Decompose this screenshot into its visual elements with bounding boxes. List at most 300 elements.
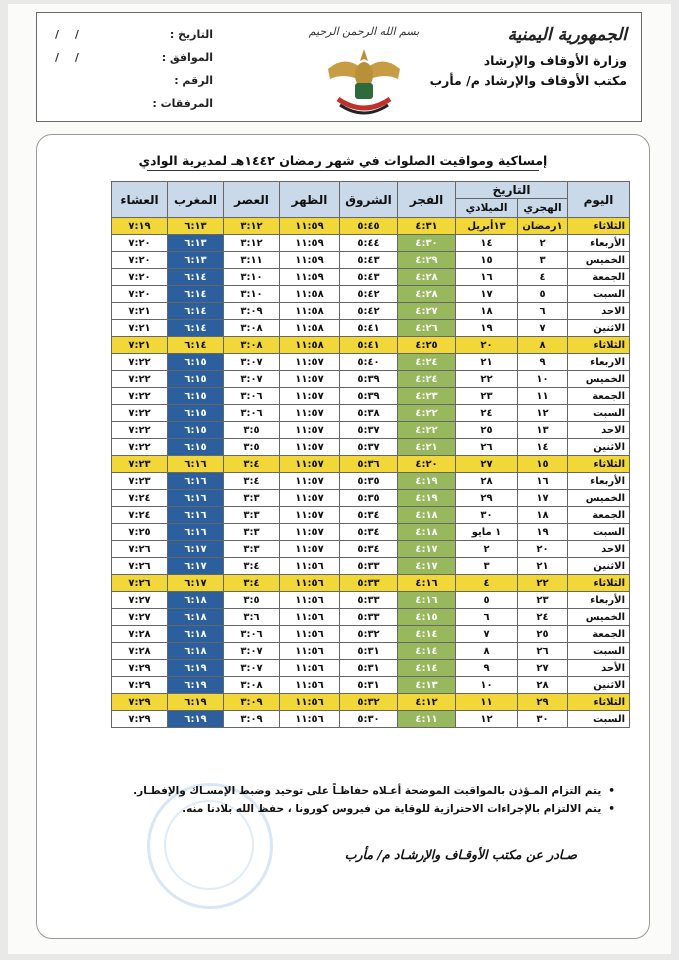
table-row [62, 439, 630, 456]
table-row [62, 711, 630, 728]
row-sunrise-time: ٥:٤٣ [340, 252, 398, 269]
row-sunrise-time: ٥:٣٣ [340, 558, 398, 575]
row-asr-time: ٣:٠٧ [224, 354, 280, 371]
row-isha-time: ٧:٢٢ [112, 371, 168, 388]
row-day: السبت [568, 643, 630, 660]
row-isha-time: ٧:٢٢ [112, 422, 168, 439]
row-hijri-date: ٢٤ [518, 609, 568, 626]
row-dhuhr-time: ١١:٥٧ [280, 456, 340, 473]
row-hijri-date: ٢١ [518, 558, 568, 575]
row-hijri-date: ٢٩ [518, 694, 568, 711]
row-maghrib-time: ٦:١٣ [168, 218, 224, 235]
table-row [62, 235, 630, 252]
row-sunrise-time: ٥:٣٥ [340, 473, 398, 490]
row-maghrib-time: ٦:١٨ [168, 609, 224, 626]
row-hijri-date: ٣ [518, 252, 568, 269]
row-sunrise-time: ٥:٣٥ [340, 490, 398, 507]
row-day: الاثنين [568, 439, 630, 456]
row-maghrib-time: ٦:١٥ [168, 371, 224, 388]
ministry-name: وزارة الأوقاف والإرشاد [483, 53, 627, 68]
table-row [62, 405, 630, 422]
row-fajr-time: ٤:٢٣ [398, 388, 456, 405]
row-fajr-time: ٤:٢٢ [398, 405, 456, 422]
row-fajr-time: ٤:٢٩ [398, 252, 456, 269]
row-fajr-time: ٤:١٤ [398, 660, 456, 677]
col-header-asr: العصر [224, 182, 280, 218]
row-asr-time: ٣:٠٦ [224, 388, 280, 405]
notes [75, 785, 615, 821]
col-header-gregorian: الميلادي [456, 199, 518, 218]
row-day: السبت [568, 405, 630, 422]
row-day: الجمعة [568, 388, 630, 405]
note-item: • يتم الالتزام بالإجراءات الاحترازية للوقاية من فيروس كورونا ، حفظ الله بلادنا منه. [75, 803, 615, 815]
row-isha-time: ٧:٢٢ [112, 388, 168, 405]
row-hijri-date: ٢٢ [518, 575, 568, 592]
row-asr-time: ٣:٣ [224, 490, 280, 507]
row-dhuhr-time: ١١:٥٧ [280, 507, 340, 524]
row-fajr-time: ٤:١٤ [398, 643, 456, 660]
row-day: الخميس [568, 609, 630, 626]
row-fajr-time: ٤:١١ [398, 711, 456, 728]
row-asr-time: ٣:٣ [224, 524, 280, 541]
row-fajr-time: ٤:١٣ [398, 677, 456, 694]
row-sunrise-time: ٥:٣٤ [340, 541, 398, 558]
table-body [62, 218, 630, 728]
row-maghrib-time: ٦:١٣ [168, 252, 224, 269]
row-gregorian-date: ١٨ [456, 303, 518, 320]
row-isha-time: ٧:٢٩ [112, 660, 168, 677]
corresponding-date-value: / / [55, 51, 85, 64]
row-hijri-date: ١٦ [518, 473, 568, 490]
row-maghrib-time: ٦:١٧ [168, 541, 224, 558]
row-maghrib-time: ٦:١٣ [168, 235, 224, 252]
row-sunrise-time: ٥:٣٨ [340, 405, 398, 422]
row-isha-time: ٧:٢٥ [112, 524, 168, 541]
row-hijri-date: ١٠ [518, 371, 568, 388]
table-row [62, 337, 630, 354]
table-row [62, 609, 630, 626]
row-maghrib-time: ٦:١٨ [168, 626, 224, 643]
row-dhuhr-time: ١١:٥٧ [280, 388, 340, 405]
attachments-field [55, 92, 213, 115]
col-header-sunrise: الشروق [340, 182, 398, 218]
row-asr-time: ٣:٤ [224, 456, 280, 473]
row-asr-time: ٣:٣ [224, 541, 280, 558]
row-sunrise-time: ٥:٤٣ [340, 269, 398, 286]
office-name: مكتب الأوقاف والإرشاد م/ مأرب [429, 73, 627, 88]
row-fajr-time: ٤:١٦ [398, 592, 456, 609]
col-header-maghrib: المغرب [168, 182, 224, 218]
row-day: الاثنين [568, 558, 630, 575]
row-isha-time: ٧:٢٨ [112, 626, 168, 643]
row-asr-time: ٣:١١ [224, 252, 280, 269]
row-asr-time: ٣:٤ [224, 473, 280, 490]
row-maghrib-time: ٦:١٨ [168, 643, 224, 660]
row-asr-time: ٣:٠٩ [224, 694, 280, 711]
table-row [62, 218, 630, 235]
attachments-label: المرفقات : [152, 97, 213, 110]
row-fajr-time: ٤:١٨ [398, 524, 456, 541]
row-maghrib-time: ٦:١٤ [168, 337, 224, 354]
row-maghrib-time: ٦:١٦ [168, 507, 224, 524]
row-isha-time: ٧:٢١ [112, 337, 168, 354]
col-header-fajr: الفجر [398, 182, 456, 218]
row-fajr-time: ٤:٢٦ [398, 320, 456, 337]
row-dhuhr-time: ١١:٥٨ [280, 286, 340, 303]
row-sunrise-time: ٥:٣٢ [340, 626, 398, 643]
reference-number-field [55, 69, 213, 92]
row-gregorian-date: ١١ [456, 694, 518, 711]
row-dhuhr-time: ١١:٥٧ [280, 422, 340, 439]
row-hijri-date: ١٤ [518, 439, 568, 456]
row-day: الثلاثاء [568, 218, 630, 235]
table-row [62, 252, 630, 269]
row-isha-time: ٧:٢٢ [112, 405, 168, 422]
row-fajr-time: ٤:٢٧ [398, 303, 456, 320]
row-fajr-time: ٤:١٨ [398, 507, 456, 524]
row-maghrib-time: ٦:١٤ [168, 320, 224, 337]
row-dhuhr-time: ١١:٥٧ [280, 490, 340, 507]
table-row [62, 422, 630, 439]
row-hijri-date: ٧ [518, 320, 568, 337]
prayer-times-table [61, 181, 630, 728]
row-maghrib-time: ٦:١٩ [168, 711, 224, 728]
row-gregorian-date: ١٩ [456, 320, 518, 337]
table-row [62, 303, 630, 320]
row-isha-time: ٧:٢٣ [112, 456, 168, 473]
row-asr-time: ٣:٠٧ [224, 643, 280, 660]
row-asr-time: ٣:١٢ [224, 235, 280, 252]
row-isha-time: ٧:٢٩ [112, 694, 168, 711]
row-dhuhr-time: ١١:٥٦ [280, 694, 340, 711]
note-item: • يتم التزام المـؤذن بالمواقيت الموضحة أعـلاه حفاظـاً على توحيد وضبط الإمسـاك والإفطـار. [75, 785, 615, 797]
row-fajr-time: ٤:٢٤ [398, 371, 456, 388]
row-maghrib-time: ٦:١٥ [168, 388, 224, 405]
row-dhuhr-time: ١١:٥٦ [280, 660, 340, 677]
row-maghrib-time: ٦:١٦ [168, 524, 224, 541]
row-sunrise-time: ٥:٣٢ [340, 694, 398, 711]
row-maghrib-time: ٦:١٦ [168, 456, 224, 473]
row-fajr-time: ٤:١٢ [398, 694, 456, 711]
row-gregorian-date: ٣٠ [456, 507, 518, 524]
row-fajr-time: ٤:١٧ [398, 558, 456, 575]
row-day: الأحد [568, 660, 630, 677]
row-isha-time: ٧:٢٤ [112, 490, 168, 507]
date-label: التاريخ : [169, 28, 213, 41]
row-isha-time: ٧:٢٠ [112, 235, 168, 252]
row-dhuhr-time: ١١:٥٦ [280, 592, 340, 609]
row-hijri-date: ٩ [518, 354, 568, 371]
row-day: الثلاثاء [568, 575, 630, 592]
row-day: السبت [568, 524, 630, 541]
row-hijri-date: ١٩ [518, 524, 568, 541]
row-dhuhr-time: ١١:٥٧ [280, 371, 340, 388]
government-name: الجمهورية اليمنية [507, 25, 627, 45]
row-asr-time: ٣:٠٨ [224, 677, 280, 694]
row-sunrise-time: ٥:٤٢ [340, 286, 398, 303]
row-day: الجمعة [568, 626, 630, 643]
row-gregorian-date: ٢٢ [456, 371, 518, 388]
row-dhuhr-time: ١١:٥٧ [280, 524, 340, 541]
table-header-row [62, 182, 630, 199]
row-isha-time: ٧:٢٩ [112, 711, 168, 728]
row-maghrib-time: ٦:١٧ [168, 558, 224, 575]
row-dhuhr-time: ١١:٥٩ [280, 252, 340, 269]
table-row [62, 592, 630, 609]
row-gregorian-date: ٢٧ [456, 456, 518, 473]
row-asr-time: ٣:٥ [224, 592, 280, 609]
row-gregorian-date: ٢٥ [456, 422, 518, 439]
row-sunrise-time: ٥:٣٣ [340, 609, 398, 626]
row-day: الاربعاء [568, 354, 630, 371]
row-gregorian-date: ٢٤ [456, 405, 518, 422]
row-isha-time: ٧:٢١ [112, 320, 168, 337]
row-gregorian-date: ١٦ [456, 269, 518, 286]
row-gregorian-date: ١٣أبريل [456, 218, 518, 235]
row-isha-time: ٧:٢٢ [112, 439, 168, 456]
row-dhuhr-time: ١١:٥٧ [280, 473, 340, 490]
table-row [62, 371, 630, 388]
row-gregorian-date: ٥ [456, 592, 518, 609]
row-fajr-time: ٤:٢٤ [398, 354, 456, 371]
row-sunrise-time: ٥:٤٠ [340, 354, 398, 371]
row-maghrib-time: ٦:١٤ [168, 286, 224, 303]
row-isha-time: ٧:٢٤ [112, 507, 168, 524]
row-sunrise-time: ٥:٣١ [340, 643, 398, 660]
row-dhuhr-time: ١١:٥٩ [280, 269, 340, 286]
row-hijri-date: ٢٧ [518, 660, 568, 677]
row-dhuhr-time: ١١:٥٦ [280, 677, 340, 694]
row-isha-time: ٧:٢٦ [112, 558, 168, 575]
table-row [62, 269, 630, 286]
row-hijri-date: ٢ [518, 235, 568, 252]
row-maghrib-time: ٦:١٤ [168, 303, 224, 320]
basmala: بسم الله الرحمن الرحيم [308, 25, 420, 38]
col-header-day: اليوم [568, 182, 630, 218]
row-gregorian-date: ١ مايو [456, 524, 518, 541]
row-hijri-date: ١٨ [518, 507, 568, 524]
row-fajr-time: ٤:١٥ [398, 609, 456, 626]
page-title: إمساكية ومواقيت الصلوات في شهر رمضان ١٤٤٢هـ لمديرية الوادي [138, 153, 548, 168]
row-isha-time: ٧:٢٠ [112, 269, 168, 286]
row-day: الاحد [568, 422, 630, 439]
row-isha-time: ٧:٢١ [112, 303, 168, 320]
yemen-eagle-emblem-icon [324, 45, 404, 123]
row-hijri-date: ١١ [518, 388, 568, 405]
table-row [62, 643, 630, 660]
row-dhuhr-time: ١١:٥٦ [280, 609, 340, 626]
row-maghrib-time: ٦:١٩ [168, 694, 224, 711]
col-header-dhuhr: الظهر [280, 182, 340, 218]
row-gregorian-date: ٨ [456, 643, 518, 660]
row-sunrise-time: ٥:٤٢ [340, 303, 398, 320]
row-asr-time: ٣:٥ [224, 422, 280, 439]
row-asr-time: ٣:٦ [224, 609, 280, 626]
row-sunrise-time: ٥:٤٥ [340, 218, 398, 235]
row-fajr-time: ٤:٢٥ [398, 337, 456, 354]
row-isha-time: ٧:٢٧ [112, 592, 168, 609]
row-sunrise-time: ٥:٣١ [340, 677, 398, 694]
row-sunrise-time: ٥:٣٩ [340, 388, 398, 405]
row-day: الاحد [568, 303, 630, 320]
row-fajr-time: ٤:١٧ [398, 541, 456, 558]
row-maghrib-time: ٦:١٨ [168, 592, 224, 609]
row-day: الاحد [568, 541, 630, 558]
row-day: الثلاثاء [568, 694, 630, 711]
table-row [62, 320, 630, 337]
row-sunrise-time: ٥:٣٤ [340, 507, 398, 524]
row-asr-time: ٣:٠٩ [224, 303, 280, 320]
row-dhuhr-time: ١١:٥٦ [280, 626, 340, 643]
row-gregorian-date: ٢٦ [456, 439, 518, 456]
row-maghrib-time: ٦:١٦ [168, 490, 224, 507]
row-asr-time: ٣:٠٦ [224, 405, 280, 422]
row-dhuhr-time: ١١:٥٨ [280, 320, 340, 337]
row-dhuhr-time: ١١:٥٦ [280, 575, 340, 592]
row-hijri-date: ١٥ [518, 456, 568, 473]
table-row [62, 286, 630, 303]
letterhead-issuer-block [430, 25, 627, 88]
row-sunrise-time: ٥:٤١ [340, 320, 398, 337]
row-fajr-time: ٤:١٩ [398, 490, 456, 507]
table-row [62, 660, 630, 677]
row-dhuhr-time: ١١:٥٨ [280, 337, 340, 354]
row-day: الأربعاء [568, 473, 630, 490]
col-header-date: التاريخ [456, 182, 568, 199]
row-gregorian-date: ١٤ [456, 235, 518, 252]
document-sheet [8, 4, 671, 954]
row-gregorian-date: ٢٨ [456, 473, 518, 490]
row-gregorian-date: ١٢ [456, 711, 518, 728]
row-sunrise-time: ٥:٤٤ [340, 235, 398, 252]
row-hijri-date: ١٧ [518, 490, 568, 507]
row-sunrise-time: ٥:٣٧ [340, 422, 398, 439]
row-day: الثلاثاء [568, 337, 630, 354]
table-row [62, 541, 630, 558]
row-maghrib-time: ٦:١٩ [168, 677, 224, 694]
row-gregorian-date: ٢ [456, 541, 518, 558]
table-row [62, 388, 630, 405]
row-fajr-time: ٤:٢٢ [398, 422, 456, 439]
table-row [62, 507, 630, 524]
row-maghrib-time: ٦:١٧ [168, 575, 224, 592]
row-dhuhr-time: ١١:٥٨ [280, 303, 340, 320]
table-row [62, 626, 630, 643]
table-row [62, 354, 630, 371]
row-day: الجمعة [568, 269, 630, 286]
row-dhuhr-time: ١١:٥٧ [280, 405, 340, 422]
row-hijri-date: ١٣ [518, 422, 568, 439]
row-gregorian-date: ٢١ [456, 354, 518, 371]
table-row [62, 558, 630, 575]
row-isha-time: ٧:٢٠ [112, 252, 168, 269]
row-maghrib-time: ٦:١٥ [168, 354, 224, 371]
row-dhuhr-time: ١١:٥٧ [280, 354, 340, 371]
row-fajr-time: ٤:٣٠ [398, 235, 456, 252]
table-row [62, 524, 630, 541]
row-sunrise-time: ٥:٣٦ [340, 456, 398, 473]
row-hijri-date: ١رمضان [518, 218, 568, 235]
row-maghrib-time: ٦:١٦ [168, 473, 224, 490]
row-sunrise-time: ٥:٣١ [340, 660, 398, 677]
table-row [62, 473, 630, 490]
row-maghrib-time: ٦:١٥ [168, 405, 224, 422]
row-dhuhr-time: ١١:٥٦ [280, 711, 340, 728]
row-hijri-date: ٥ [518, 286, 568, 303]
row-asr-time: ٣:٠٦ [224, 626, 280, 643]
row-day: الأربعاء [568, 592, 630, 609]
row-asr-time: ٣:٠٧ [224, 371, 280, 388]
row-sunrise-time: ٥:٣٣ [340, 592, 398, 609]
row-asr-time: ٣:١٠ [224, 286, 280, 303]
row-fajr-time: ٤:٢٨ [398, 286, 456, 303]
row-day: الخميس [568, 371, 630, 388]
row-isha-time: ٧:٢٨ [112, 643, 168, 660]
row-fajr-time: ٤:١٩ [398, 473, 456, 490]
row-day: الأربعاء [568, 235, 630, 252]
row-asr-time: ٣:٣ [224, 507, 280, 524]
row-gregorian-date: ٤ [456, 575, 518, 592]
row-sunrise-time: ٥:٣٤ [340, 524, 398, 541]
table-row [62, 575, 630, 592]
row-fajr-time: ٤:١٤ [398, 626, 456, 643]
row-isha-time: ٧:٢٢ [112, 354, 168, 371]
row-hijri-date: ١٢ [518, 405, 568, 422]
row-fajr-time: ٤:٢٠ [398, 456, 456, 473]
row-hijri-date: ٢٦ [518, 643, 568, 660]
row-asr-time: ٣:١٠ [224, 269, 280, 286]
col-header-isha: العشاء [112, 182, 168, 218]
row-maghrib-time: ٦:١٥ [168, 439, 224, 456]
row-hijri-date: ٦ [518, 303, 568, 320]
row-sunrise-time: ٥:٤١ [340, 337, 398, 354]
row-isha-time: ٧:٢٠ [112, 286, 168, 303]
corresponding-date-label: الموافق : [161, 51, 213, 64]
row-asr-time: ٣:٤ [224, 575, 280, 592]
row-isha-time: ٧:٢٧ [112, 609, 168, 626]
row-day: الخميس [568, 490, 630, 507]
row-day: السبت [568, 711, 630, 728]
title-underline [147, 170, 539, 171]
row-gregorian-date: ١٥ [456, 252, 518, 269]
row-hijri-date: ٤ [518, 269, 568, 286]
row-asr-time: ٣:٠٨ [224, 337, 280, 354]
row-dhuhr-time: ١١:٥٦ [280, 558, 340, 575]
row-isha-time: ٧:٢٩ [112, 677, 168, 694]
row-asr-time: ٣:٠٧ [224, 660, 280, 677]
row-asr-time: ٣:١٢ [224, 218, 280, 235]
row-sunrise-time: ٥:٣٣ [340, 575, 398, 592]
row-isha-time: ٧:١٩ [112, 218, 168, 235]
row-gregorian-date: ٣ [456, 558, 518, 575]
row-sunrise-time: ٥:٣٩ [340, 371, 398, 388]
row-hijri-date: ٢٨ [518, 677, 568, 694]
row-day: الاثنين [568, 677, 630, 694]
row-day: الاثنين [568, 320, 630, 337]
row-hijri-date: ٢٠ [518, 541, 568, 558]
row-day: الجمعة [568, 507, 630, 524]
row-gregorian-date: ٩ [456, 660, 518, 677]
row-gregorian-date: ٦ [456, 609, 518, 626]
row-asr-time: ٣:٠٩ [224, 711, 280, 728]
row-day: الخميس [568, 252, 630, 269]
row-gregorian-date: ١٧ [456, 286, 518, 303]
row-gregorian-date: ١٠ [456, 677, 518, 694]
table-row [62, 490, 630, 507]
letterhead [36, 12, 642, 122]
corresponding-date-field [55, 46, 213, 69]
row-maghrib-time: ٦:١٤ [168, 269, 224, 286]
